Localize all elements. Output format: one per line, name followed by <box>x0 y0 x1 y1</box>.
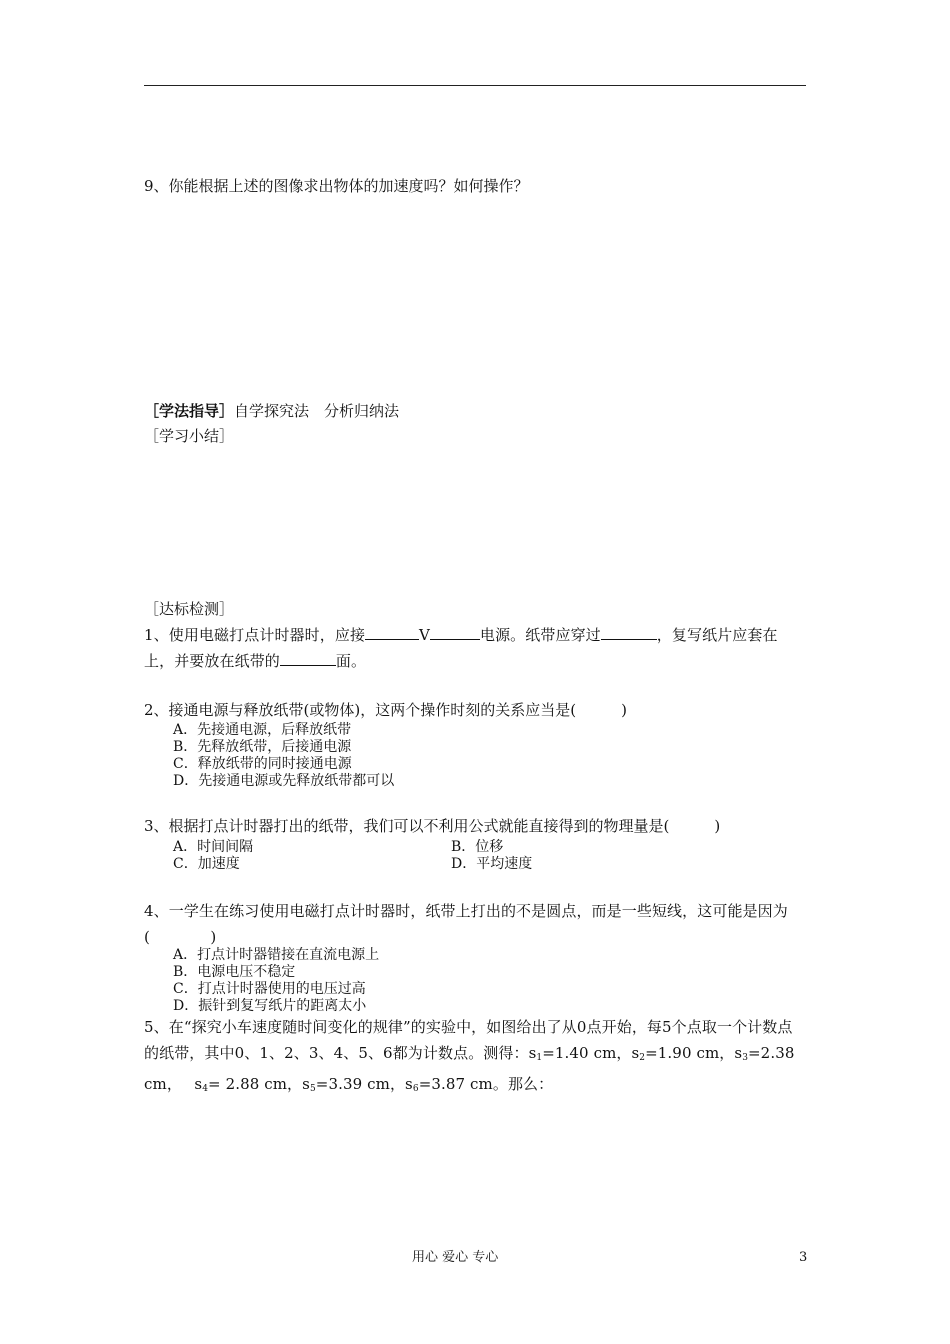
q1-text-5: 面。 <box>335 652 367 670</box>
q2-option-b: B．先释放纸带，后接通电源 <box>173 739 352 755</box>
q2-option-a: A．先接通电源，后释放纸带 <box>173 722 352 738</box>
question-4-stem: 4、一学生在练习使用电磁打点计时器时，纸带上打出的不是圆点，而是一些短线，这可能是因为( ) <box>144 902 788 946</box>
q5-value-3: =2.38 cm， s <box>144 1044 795 1093</box>
q4-option-d: D．振针到复写纸片的距离太小 <box>173 998 367 1014</box>
study-method-text: 自学探究法 分析归纳法 <box>234 402 400 420</box>
question-9: 9、你能根据上述的图像求出物体的加速度吗？如何操作？ <box>144 177 529 195</box>
q3-option-d: D．平均速度 <box>451 856 533 872</box>
q4-option-a: A．打点计时器错接在直流电源上 <box>173 947 380 963</box>
q5-value-5: =3.39 cm，s <box>315 1075 413 1093</box>
q5-sub-6: 6 <box>412 1084 419 1094</box>
q5-sub-4: 4 <box>202 1084 209 1094</box>
q1-text-1: 1、使用电磁打点计时器时，应接 <box>144 626 366 644</box>
study-method-line <box>144 402 399 421</box>
q1-blank-through <box>601 625 657 640</box>
q5-value-6: =3.87 cm。那么： <box>418 1075 554 1093</box>
question-2-stem: 2、接通电源与释放纸带(或物体)，这两个操作时刻的关系应当是( ) <box>144 701 627 719</box>
q4-option-c: C．打点计时器使用的电压过高 <box>173 981 366 997</box>
question-5 <box>144 1014 806 1102</box>
study-summary-label: ［学习小结］ <box>144 427 235 445</box>
q4-option-b: B．电源电压不稳定 <box>173 964 296 980</box>
q5-value-4: = 2.88 cm，s <box>208 1075 310 1093</box>
q3-option-a: A．时间间隔 <box>173 839 254 855</box>
q1-blank-source <box>430 625 480 640</box>
q5-sub-3: 3 <box>742 1053 749 1063</box>
q3-option-c: C．加速度 <box>173 856 240 872</box>
question-1 <box>144 622 806 674</box>
question-3-stem: 3、根据打点计时器打出的纸带，我们可以不利用公式就能直接得到的物理量是( ) <box>144 817 721 835</box>
q1-text-2: V <box>419 626 430 644</box>
q5-value-2: =1.90 cm，s <box>645 1044 743 1062</box>
q1-blank-voltage <box>365 625 419 640</box>
footer-motto: 用心 爱心 专心 <box>412 1250 499 1265</box>
page-number: 3 <box>799 1250 808 1265</box>
q5-sub-5: 5 <box>309 1084 316 1094</box>
q1-text-3: 电源。纸带应穿过 <box>479 626 601 644</box>
q1-blank-side <box>280 651 336 666</box>
q5-sub-1: 1 <box>536 1053 543 1063</box>
header-rule <box>144 85 806 86</box>
q5-value-1: =1.40 cm，s <box>542 1044 640 1062</box>
study-method-label: ［学法指导］ <box>144 402 235 420</box>
test-label: ［达标检测］ <box>144 600 235 618</box>
q2-option-c: C．释放纸带的同时接通电源 <box>173 756 352 772</box>
q1-text-4: ，复写纸片应套在上，并要放在纸带的 <box>144 626 778 670</box>
q5-sub-2: 2 <box>639 1053 646 1063</box>
q5-text: 5、在“探究小车速度随时间变化的规律”的实验中，如图给出了从0点开始，每5个点取一个计数点的纸带，其中0、1、2、3、4、5、6都为计数点。测得：s <box>144 1018 793 1062</box>
q2-option-d: D．先接通电源或先释放纸带都可以 <box>173 773 395 789</box>
q3-option-b: B．位移 <box>451 839 504 855</box>
